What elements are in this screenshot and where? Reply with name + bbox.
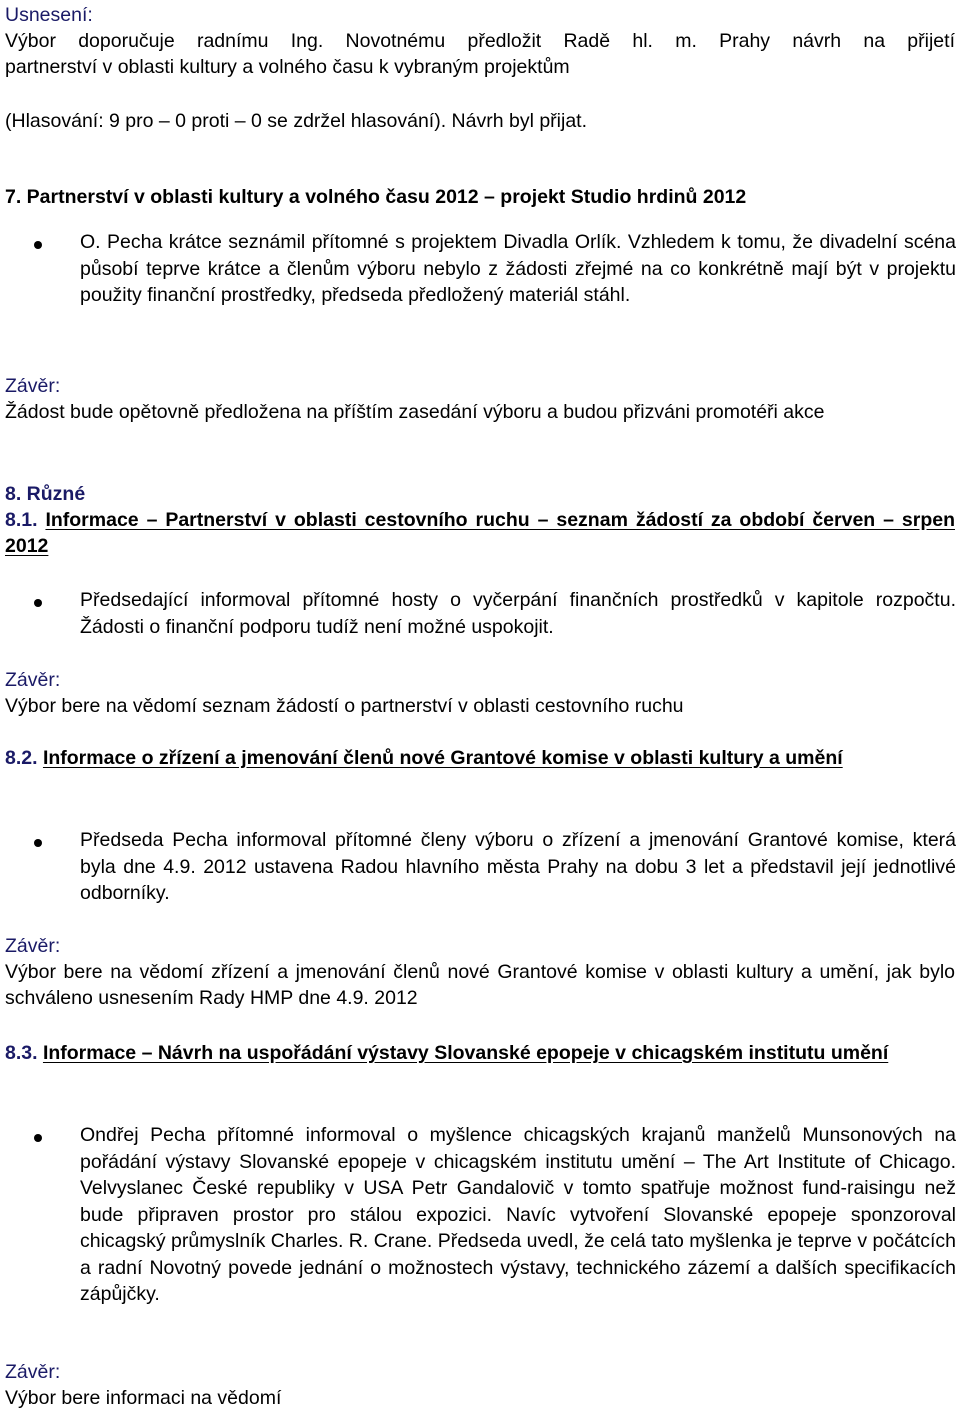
section-8-3-conclusion-text: Výbor bere informaci na vědomí (5, 1387, 282, 1409)
section-8-3-bullet: Ondřej Pecha přítomné informoval o myšlence chicagských krajanů manželů Munsonových na pořádání výstavy Slovanské epopeje v chicagském institutu umění – The Art Institute of Chicago. Velvyslanec České republiky v USA Petr Gandalovič v tomto spatřuje možnost fund-raisingu než bude připraven prostor pro stálou expozici. Navíc vytvoření Slovanské epopeje sponzoroval chicagský průmyslník Charles. R. Crane. Předseda uvedl, že celá tato myšlenka je teprve v počátcích a radní Novotný povede jednání o možnostech výstavy, technického zázemí a dalších specifikacích zápůjčky. (80, 1124, 956, 1305)
bullet-icon (34, 599, 42, 607)
section-8-3-heading (5, 1040, 955, 1066)
resolution-label: Usnesení: (5, 4, 93, 26)
section-8-1-bullet: Předsedající informoval přítomné hosty o vyčerpání finančních prostředků v kapitole rozpočtu. Žádosti o finanční podporu tudíž není možné uspokojit. (80, 589, 956, 638)
resolution-line-2: partnerství v oblasti kultury a volného času k vybraným projektům (5, 56, 570, 78)
section-7-conclusion-text: Žádost bude opětovně předložena na příštím zasedání výboru a budou přizváni promotéři akce (5, 401, 825, 423)
section-8-1-title: Informace – Partnerství v oblasti cestovního ruchu – seznam žádostí za období červen – srpen 2012 (5, 509, 955, 557)
vote-result: (Hlasování: 9 pro – 0 proti – 0 se zdržel hlasování). Návrh byl přijat. (5, 110, 588, 132)
section-8-2-conclusion-text: Výbor bere na vědomí zřízení a jmenování členů nové Grantové komise v oblasti kultury a umění, jak bylo schváleno usnesením Rady HMP dne 4.9. 2012 (5, 961, 955, 1009)
section-8-2-title: Informace o zřízení a jmenování členů nové Grantové komise v oblasti kultury a umění (42, 747, 843, 769)
section-8-3-title: Informace – Návrh na uspořádání výstavy Slovanské epopeje v chicagském institutu umění (42, 1042, 889, 1064)
section-8-2-conclusion-label: Závěr: (5, 935, 61, 957)
section-8-1-conclusion-label: Závěr: (5, 669, 61, 691)
bullet-icon (34, 839, 42, 847)
bullet-icon (34, 1134, 42, 1142)
section-8-1-number: 8.1. (5, 509, 38, 531)
bullet-icon (34, 241, 42, 249)
section-8-3-conclusion-label: Závěr: (5, 1361, 61, 1383)
section-8-3-number: 8.3. (5, 1042, 38, 1064)
section-8-1-conclusion-text: Výbor bere na vědomí seznam žádostí o partnerství v oblasti cestovního ruchu (5, 695, 684, 717)
section-7-bullet: O. Pecha krátce seznámil přítomné s projektem Divadla Orlík. Vzhledem k tomu, že divadelní scéna působí teprve krátce a členům výboru nebylo z žádosti zřejmé na co konkrétně mají být v projektu použity finanční prostředky, předseda předložený materiál stáhl. (80, 231, 956, 306)
section-8-heading: 8. Různé (5, 483, 86, 505)
resolution-line-1: Výbor doporučuje radnímu Ing. Novotnému předložit Radě hl. m. Prahy návrh na přijetí (5, 30, 955, 52)
section-7-heading: 7. Partnerství v oblasti kultury a volného času 2012 – projekt Studio hrdinů 2012 (5, 186, 747, 208)
section-7-conclusion-label: Závěr: (5, 375, 61, 397)
section-8-2-number: 8.2. (5, 747, 38, 769)
section-8-2-heading (5, 745, 955, 771)
section-8-1-heading (5, 507, 955, 559)
section-8-2-bullet: Předseda Pecha informoval přítomné členy výboru o zřízení a jmenování Grantové komise, která byla dne 4.9. 2012 ustavena Radou hlavního města Prahy na dobu 3 let a představil její jednotlivé odborníky. (80, 829, 956, 904)
